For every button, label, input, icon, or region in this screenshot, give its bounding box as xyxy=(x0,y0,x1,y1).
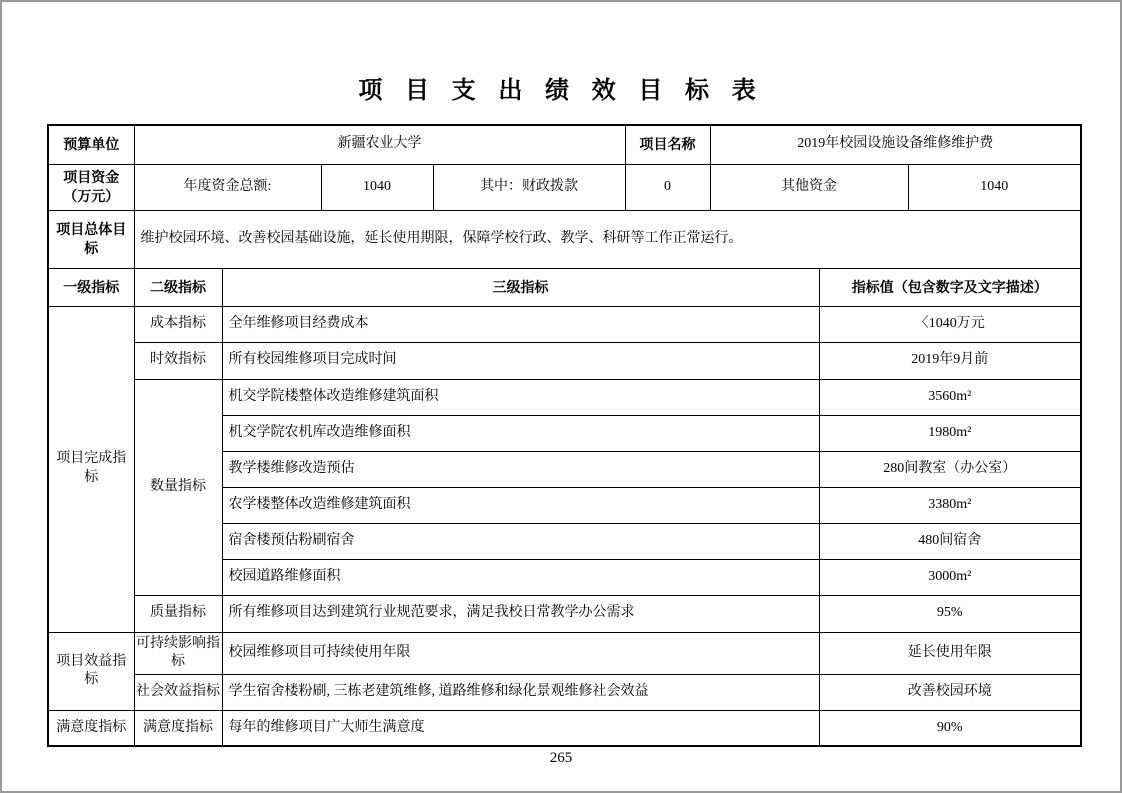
header-value: 指标值（包含数字及文字描述） xyxy=(819,268,1081,306)
annual-total-value: 1040 xyxy=(321,164,433,210)
level3-cell: 宿舍楼预估粉刷宿舍 xyxy=(222,523,819,559)
indicator-row xyxy=(48,632,1081,675)
project-name-value: 2019年校园设施设备维修维护费 xyxy=(710,125,1081,164)
level3-cell: 学生宿舍楼粉刷, 三栋老建筑维修, 道路维修和绿化景观维修社会效益 xyxy=(222,675,819,711)
fiscal-allocation-label: 其中：财政拨款 xyxy=(433,164,625,210)
value-cell: 3560m² xyxy=(819,379,1081,415)
value-cell: 280间教室（办公室） xyxy=(819,451,1081,487)
level3-cell: 校园道路维修面积 xyxy=(222,559,819,595)
project-funds-label: 项目资金（万元） xyxy=(48,164,134,210)
table-row xyxy=(48,210,1081,268)
level1-cell: 项目完成指标 xyxy=(48,306,134,632)
header-level1: 一级指标 xyxy=(48,268,134,306)
value-cell: 3000m² xyxy=(819,559,1081,595)
budget-unit-value: 新疆农业大学 xyxy=(134,125,625,164)
level2-cell: 质量指标 xyxy=(134,595,222,632)
level3-cell: 校园维修项目可持续使用年限 xyxy=(222,632,819,675)
annual-total-label: 年度资金总额: xyxy=(134,164,321,210)
level3-cell: 所有维修项目达到建筑行业规范要求，满足我校日常教学办公需求 xyxy=(222,595,819,632)
table-row xyxy=(48,125,1081,164)
indicator-row xyxy=(48,675,1081,711)
level3-cell: 教学楼维修改造预估 xyxy=(222,451,819,487)
level2-cell: 可持续影响指标 xyxy=(134,632,222,675)
level3-cell: 每年的维修项目广大师生满意度 xyxy=(222,711,819,746)
overall-goal-label: 项目总体目标 xyxy=(48,210,134,268)
level2-cell: 满意度指标 xyxy=(134,711,222,746)
level2-cell: 数量指标 xyxy=(134,379,222,595)
project-name-label: 项目名称 xyxy=(625,125,710,164)
other-funds-value: 1040 xyxy=(908,164,1081,210)
table-row xyxy=(48,164,1081,210)
value-cell: 〈1040万元 xyxy=(819,306,1081,342)
value-cell: 480间宿舍 xyxy=(819,523,1081,559)
value-cell: 95% xyxy=(819,595,1081,632)
level1-cell: 项目效益指标 xyxy=(48,632,134,711)
value-cell: 3380m² xyxy=(819,487,1081,523)
indicator-row xyxy=(48,342,1081,379)
level2-cell: 社会效益指标 xyxy=(134,675,222,711)
level3-cell: 全年维修项目经费成本 xyxy=(222,306,819,342)
performance-target-table xyxy=(47,124,1082,747)
value-cell: 90% xyxy=(819,711,1081,746)
page-number: 265 xyxy=(549,750,573,766)
other-funds-label: 其他资金 xyxy=(710,164,908,210)
indicator-row xyxy=(48,306,1081,342)
level3-cell: 机交学院楼整体改造维修建筑面积 xyxy=(222,379,819,415)
level3-cell: 机交学院农机库改造维修面积 xyxy=(222,415,819,451)
header-level2: 二级指标 xyxy=(134,268,222,306)
budget-unit-label: 预算单位 xyxy=(48,125,134,164)
fiscal-allocation-value: 0 xyxy=(625,164,710,210)
overall-goal-value: 维护校园环境、改善校园基础设施，延长使用期限，保障学校行政、教学、科研等工作正常运行。 xyxy=(134,210,1081,268)
value-cell: 改善校园环境 xyxy=(819,675,1081,711)
value-cell: 1980m² xyxy=(819,415,1081,451)
value-cell: 延长使用年限 xyxy=(819,632,1081,675)
value-cell: 2019年9月前 xyxy=(819,342,1081,379)
level3-cell: 所有校园维修项目完成时间 xyxy=(222,342,819,379)
level2-cell: 时效指标 xyxy=(134,342,222,379)
indicator-row xyxy=(48,379,1081,415)
indicator-header-row xyxy=(48,268,1081,306)
indicator-row xyxy=(48,711,1081,746)
header-level3: 三级指标 xyxy=(222,268,819,306)
page-title: 项 目 支 出 绩 效 目 标 表 xyxy=(358,77,764,104)
level3-cell: 农学楼整体改造维修建筑面积 xyxy=(222,487,819,523)
indicator-row xyxy=(48,595,1081,632)
level2-cell: 成本指标 xyxy=(134,306,222,342)
level1-cell: 满意度指标 xyxy=(48,711,134,746)
